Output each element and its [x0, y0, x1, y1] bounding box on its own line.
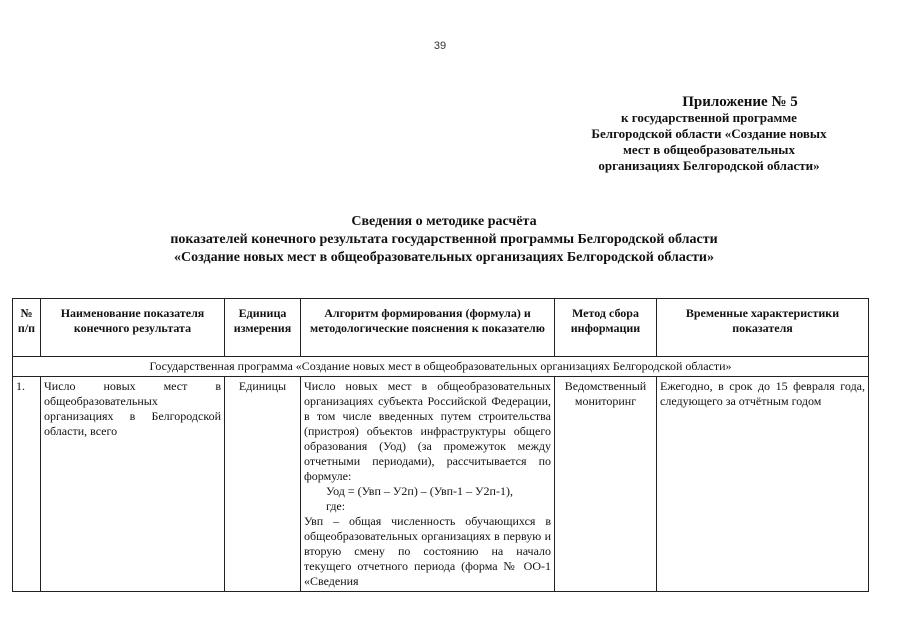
- section-row: [13, 357, 869, 377]
- header-name: Наименование показателя конечного результата: [41, 299, 225, 357]
- appendix-line: к государственной программе: [621, 110, 797, 125]
- title-line: показателей конечного результата государственной программы Белгородской области: [170, 232, 718, 247]
- methodology-table: [12, 298, 869, 592]
- algorithm-where: где:: [326, 499, 346, 513]
- header-num: № п/п: [13, 299, 41, 357]
- title-line: «Создание новых мест в общеобразовательных организациях Белгородской области»: [174, 250, 714, 265]
- row-time: Ежегодно, в срок до 15 февраля года, следующего за отчётным годом: [657, 377, 869, 592]
- document-title: [0, 213, 888, 267]
- row-num: 1.: [13, 377, 41, 592]
- page-number: 39: [433, 40, 447, 52]
- appendix-block: [549, 94, 869, 174]
- table-header-row: [13, 299, 869, 357]
- appendix-title: Приложение № 5: [682, 94, 798, 110]
- appendix-line: Белгородской области «Создание новых: [591, 126, 827, 141]
- algorithm-formula: Уод = (Увп – У2п) – (Увп-1 – У2п-1),: [326, 484, 513, 498]
- header-method: Метод сбора информации: [555, 299, 657, 357]
- row-algorithm: [301, 377, 555, 592]
- appendix-line: организациях Белгородской области»: [598, 158, 820, 173]
- row-name: Число новых мест в общеобразовательных организациях в Белгородской области, всего: [41, 377, 225, 592]
- algorithm-definition: Увп – общая численность обучающихся в общеобразовательных организациях в первую и вторую смену по состоянию на начало текущего отчетного периода (форма № ОО-1 «Сведения: [304, 514, 551, 588]
- table-row: [13, 377, 869, 592]
- section-title: Государственная программа «Создание новых мест в общеобразовательных организациях Белгородской области»: [13, 357, 869, 377]
- row-method: Ведомственный мониторинг: [555, 377, 657, 592]
- title-line: Сведения о методике расчёта: [351, 214, 537, 229]
- header-time: Временные характеристики показателя: [657, 299, 869, 357]
- appendix-line: мест в общеобразовательных: [623, 142, 795, 157]
- header-unit: Единица измерения: [225, 299, 301, 357]
- row-unit: Единицы: [225, 377, 301, 592]
- algorithm-intro: Число новых мест в общеобразовательных организациях субъекта Российской Федерации, в том числе введенных путем строительства (пристроя) объектов инфраструктуры общего образования (Уод) (за промежуток между отчетными периодами), рассчитывается по формуле:: [304, 379, 551, 483]
- header-algorithm: Алгоритм формирования (формула) и методологические пояснения к показателю: [301, 299, 555, 357]
